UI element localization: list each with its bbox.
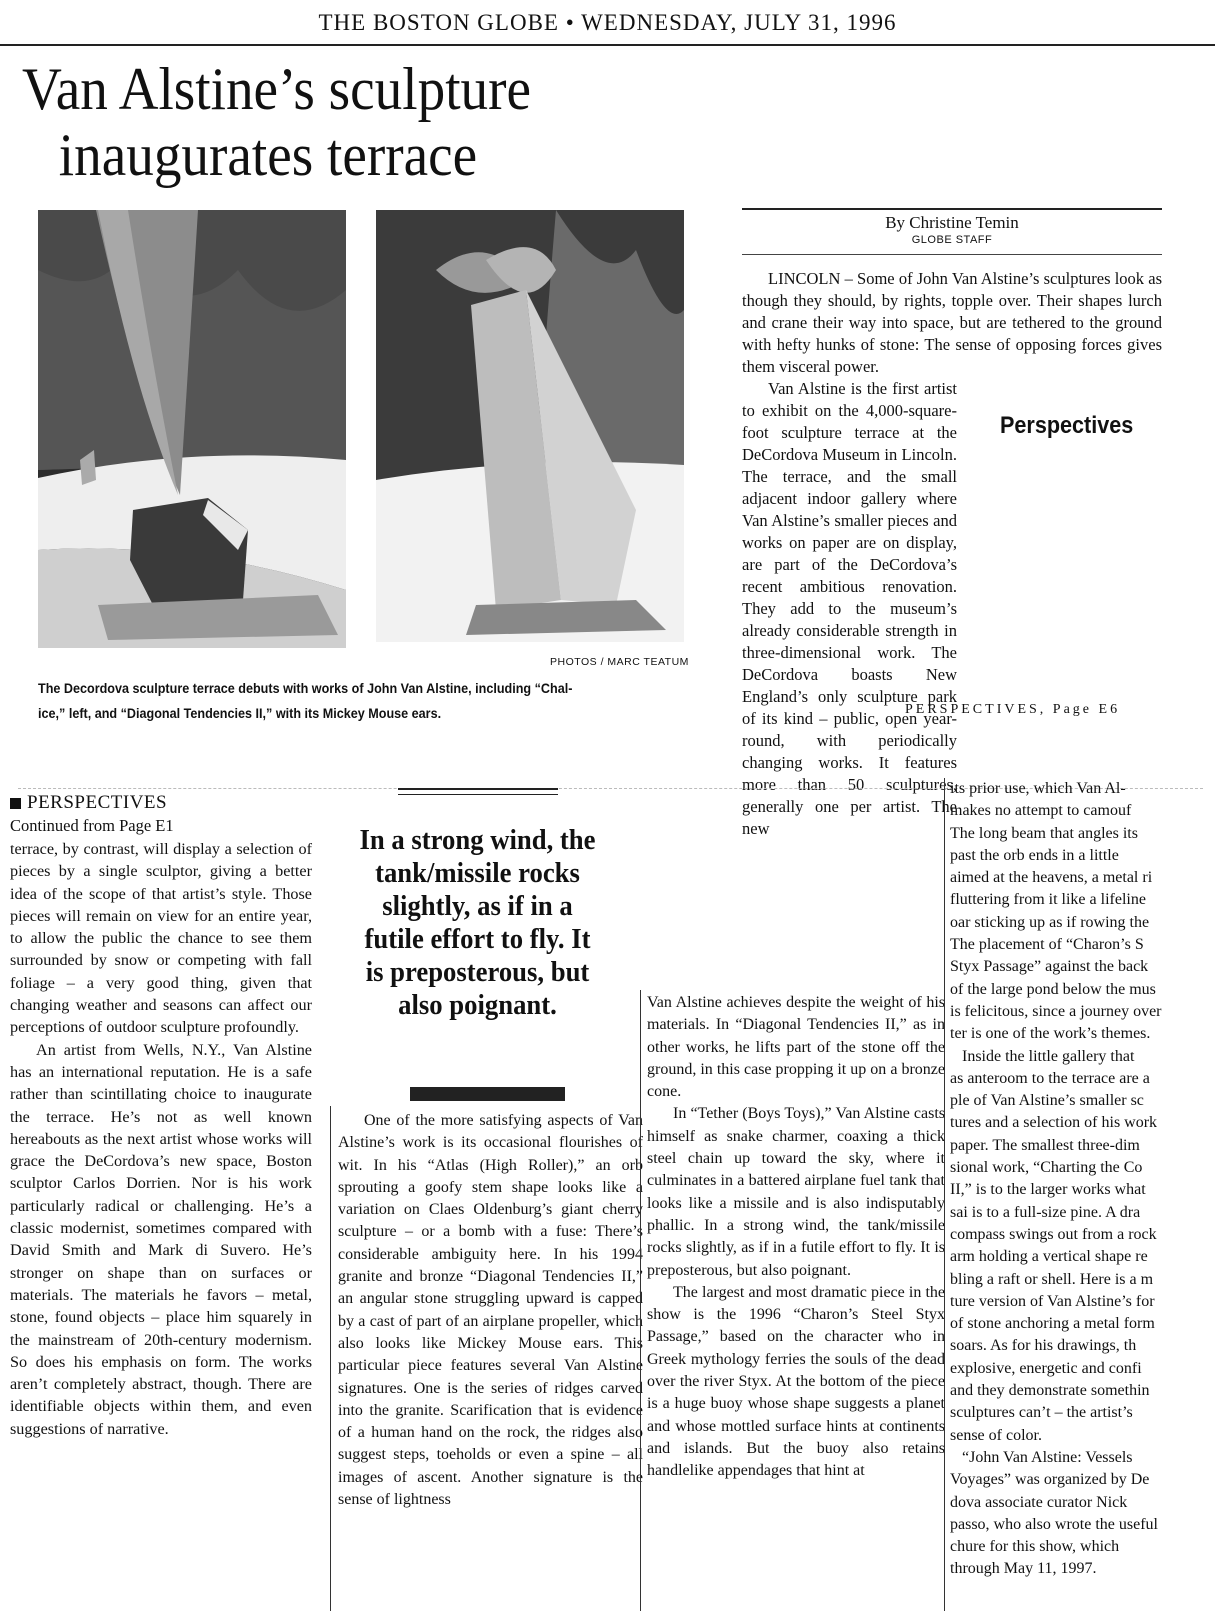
col4-line: ter is one of the work’s themes. bbox=[950, 1025, 1151, 1043]
col4-line: explosive, energetic and confi bbox=[950, 1359, 1142, 1377]
col4-line: “John Van Alstine: Vessels bbox=[950, 1448, 1133, 1466]
photo-credit: PHOTOS / MARC TEATUM bbox=[550, 656, 689, 668]
col4-line: through May 11, 1997. bbox=[950, 1560, 1097, 1578]
col4-line: as anteroom to the terrace are a bbox=[950, 1069, 1150, 1087]
column-4-rule bbox=[944, 778, 945, 1611]
col4-line: makes no attempt to camouf bbox=[950, 802, 1132, 820]
pull-quote-rule-inner bbox=[398, 794, 558, 795]
column-4 bbox=[950, 778, 1212, 1581]
photo-diagonal-tendencies bbox=[376, 210, 684, 642]
col4-line: and they demonstrate somethin bbox=[950, 1382, 1150, 1400]
byline: By Christine Temin bbox=[885, 213, 1019, 232]
col4-line: oar sticking up as if rowing the bbox=[950, 913, 1150, 931]
col3-paragraph-1: Van Alstine achieves despite the weight of his materials. In “Diagonal Tendencies II,” as in other works, he lifts part of the stone off the ground, in this case propping it up on a bronze cone. bbox=[647, 994, 945, 1101]
column-2-rule bbox=[330, 1106, 331, 1611]
photo-caption-line-2: ice,” left, and “Diagonal Tendencies II,” with its Mickey Mouse ears. bbox=[38, 705, 442, 721]
col3-paragraph-3: The largest and most dramatic piece in the show is the 1996 “Charon’s Steel Styx Passage,” based on the character who in Greek mythology ferries the souls of the dead over the river Styx. At the bottom of the piece is a huge buoy whose shape suggests a planet and whose mottled surface hints at continents and islands. But the buoy also retains handlelike appendages that hint at bbox=[647, 1283, 945, 1480]
photo-chalice-graphic bbox=[38, 210, 346, 648]
pull-quote: In a strong wind, the tank/missile rocks slightly, as if in a futile effort to fly. It is preposterous, but also poignant. bbox=[359, 824, 596, 1021]
col4-line: chure for this show, which bbox=[950, 1538, 1120, 1556]
masthead: THE BOSTON GLOBE • WEDNESDAY, JULY 31, 1996 bbox=[318, 10, 897, 35]
col4-line: sai is to a full-size pine. A dra bbox=[950, 1203, 1141, 1221]
col4-line: past the orb ends in a little bbox=[950, 846, 1119, 864]
column-3-rule bbox=[640, 990, 641, 1611]
col4-line: compass swings out from a rock bbox=[950, 1225, 1157, 1243]
col4-line: ple of Van Alstine’s smaller sc bbox=[950, 1092, 1144, 1110]
col4-line: The long beam that angles its bbox=[950, 824, 1138, 842]
intro-paragraph-2: Van Alstine is the first artist to exhibit on the 4,000-square-foot sculpture terrace at the DeCordova Museum in Lincoln. The terrace, and the small adjacent indoor gallery where Van Alstine’s smaller pieces and works on paper are on display, are part of the DeCordova’s recent ambitious renovation. They add to the museum’s already considerable strength in three-dimensional work. The DeCordova boasts New England’s only sculpture park of its kind – public, open year-round, with periodically changing works. It features more than 50 sculptures, generally one per artist. The new bbox=[742, 379, 957, 838]
col4-line: bling a raft or shell. Here is a m bbox=[950, 1270, 1154, 1288]
column-3 bbox=[647, 992, 945, 1483]
col4-line: sculptures can’t – the artist’s bbox=[950, 1404, 1133, 1422]
headline bbox=[22, 56, 611, 188]
perspectives-label: Perspectives bbox=[1000, 412, 1134, 439]
col4-line: Styx Passage” against the back bbox=[950, 958, 1149, 976]
col4-line: is felicitous, since a journey over bbox=[950, 1002, 1162, 1020]
col4-line: II,” is to the larger works what bbox=[950, 1181, 1146, 1199]
col4-line: sense of color. bbox=[950, 1426, 1042, 1444]
col4-line: dova associate curator Nick bbox=[950, 1493, 1128, 1511]
masthead-rule bbox=[0, 44, 1215, 46]
headline-line-2: inaugurates terrace bbox=[58, 122, 478, 188]
col4-line: Inside the little gallery that bbox=[950, 1047, 1135, 1065]
col4-line: soars. As for his drawings, th bbox=[950, 1337, 1137, 1355]
col4-line: its prior use, which Van Al- bbox=[950, 780, 1126, 797]
continued-from: Continued from Page E1 bbox=[10, 816, 174, 835]
section-label: PERSPECTIVES bbox=[27, 792, 168, 813]
byline-staff: GLOBE STAFF bbox=[911, 234, 993, 246]
staff-rule bbox=[742, 254, 1162, 255]
column-2 bbox=[338, 1110, 643, 1511]
col4-line: passo, who also wrote the useful bbox=[950, 1515, 1158, 1533]
headline-line-1: Van Alstine’s sculpture bbox=[22, 56, 532, 122]
col4-line: tures and a selection of his work bbox=[950, 1114, 1158, 1132]
col4-line: arm holding a vertical shape re bbox=[950, 1248, 1148, 1266]
col1-paragraph-1: terrace, by contrast, will display a selection of pieces by a single sculptor, giving a better idea of the scope of that artist’s style. Those pieces will remain on view for an entire year, to allow the public the chance to see them surrounded by snow or competing with fall foliage – a very good thing, given that changing weather and seasons can affect our perceptions of outdoor sculpture profoundly. bbox=[10, 840, 312, 1037]
column-1 bbox=[10, 838, 312, 1440]
col3-paragraph-2: In “Tether (Boys Toys),” Van Alstine casts himself as snake charmer, coaxing a thick steel chain up toward the sky, where it culminates in a battered airplane fuel tank that looks like a missile and is also indisputably phallic. In a strong wind, the tank/missile rocks slightly, as if in a futile effort to fly. It is preposterous, but also poignant. bbox=[647, 1105, 945, 1279]
col4-line: sional work, “Charting the Co bbox=[950, 1159, 1143, 1177]
pull-quote-rule-top bbox=[398, 788, 558, 790]
continued-to: PERSPECTIVES, Page E6 bbox=[905, 702, 1121, 717]
col4-line: of stone anchoring a metal form bbox=[950, 1315, 1155, 1333]
col1-paragraph-2: An artist from Wells, N.Y., Van Alstine has an international reputation. He is a safe rather than scintillating choice to inaugurate the terrace. He’s not as well known hereabouts as the next artist whose works will grace the DeCordova’s new space, Boston sculptor Carlos Dorrien. Nor is his work particularly radical or challenging. He’s a classic modernist, sometimes compared with David Smith and Mark di Suvero. He’s stronger on shape than on surfaces or materials. The materials he favors – metal, stone, found objects – place him squarely in the mainstream of 20th-century modernism. So does his emphasis on form. The works aren’t completely abstract, though. There are identifiable objects within them, and even suggestions of narrative. bbox=[10, 1040, 312, 1438]
photo-caption: The Decordova sculpture terrace debuts with works of John Van Alstine, including “Chal- bbox=[38, 680, 573, 696]
col4-line: ture version of Van Alstine’s for bbox=[950, 1292, 1155, 1310]
perspectives-section-head bbox=[10, 792, 167, 814]
square-bullet-icon bbox=[10, 798, 21, 809]
col4-line: paper. The smallest three-dim bbox=[950, 1136, 1140, 1154]
col4-line: The placement of “Charon’s S bbox=[950, 936, 1144, 954]
pull-quote-bar bbox=[410, 1087, 565, 1101]
intro-paragraph-2-start bbox=[742, 378, 1162, 840]
col4-line: aimed at the heavens, a metal ri bbox=[950, 869, 1153, 887]
photo-diagonal-tendencies-graphic bbox=[376, 210, 684, 642]
photo-chalice bbox=[38, 210, 346, 648]
col4-line: Voyages” was organized by De bbox=[950, 1471, 1150, 1489]
col4-line: of the large pond below the mus bbox=[950, 980, 1156, 998]
intro-paragraph-1: LINCOLN – Some of John Van Alstine’s sculptures look as though they should, by rights, topple over. Their shapes lurch and crane their way into space, but are tethered to the ground with hefty hunks of stone: The sense of opposing forces gives them visceral power. bbox=[742, 269, 1162, 376]
col2-paragraph-1: One of the more satisfying aspects of Van Alstine’s work is its occasional flourishes of wit. In his “Atlas (High Roller),” an orb sprouting a goofy stem shape looks like a variation on Claes Oldenburg’s giant cherry sculpture – or a bomb with a fuse: There’s considerable ambiguity here. In his 1994 granite and bronze “Diagonal Tendencies II,” an angular stone struggling upward is capped by a cast of part of an airplane propeller, which also looks like Mickey Mouse ears. This particular piece features several Van Alstine signatures. One is the series of ridges carved into the granite. Scarification that is evidence of a human hand on the rock, the ridges also suggest steps, toeholds or even a spine – all images of ascent. Another signature is the sense of lightness bbox=[338, 1112, 643, 1509]
byline-rule bbox=[742, 208, 1162, 210]
col4-line: fluttering from it like a lifeline bbox=[950, 891, 1146, 909]
intro-column bbox=[742, 268, 1162, 840]
